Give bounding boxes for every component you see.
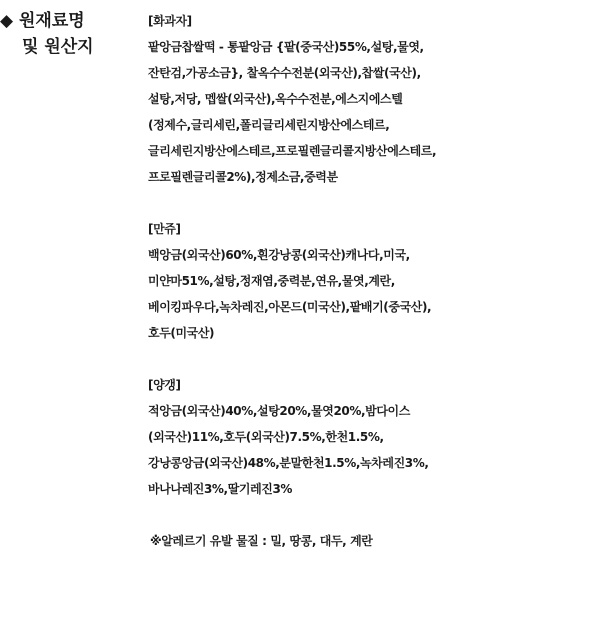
section-heading: [양갱] <box>148 378 181 392</box>
section-yanggaeng <box>148 372 606 502</box>
section-hwagwaja <box>148 8 606 190</box>
ingredients-content <box>148 8 606 554</box>
ingredient-line: 베이킹파우다,녹차레진,아몬드(미국산),팥배기(중국산), <box>148 300 432 314</box>
ingredient-line: 프로필렌글리콜2%),정제소금,중력분 <box>148 170 338 184</box>
section-manju <box>148 216 606 346</box>
ingredient-line: 미얀마51%,설탕,정재염,중력분,연유,물엿,계란, <box>148 274 395 288</box>
ingredient-line: (외국산)11%,호두(외국산)7.5%,한천1.5%, <box>148 430 384 444</box>
ingredient-line: 글리세린지방산에스테르,프로필렌글리콜지방산에스테르, <box>148 144 437 158</box>
label-text-1: 원재료명 <box>19 11 85 31</box>
ingredient-line: 적앙금(외국산)40%,설탕20%,물엿20%,밤다이스 <box>148 404 410 418</box>
ingredient-line: (정제수,글리세린,폴리글리세린지방산에스테르, <box>148 118 390 132</box>
ingredient-line: 바나나레진3%,딸기레진3% <box>148 482 293 496</box>
section-heading: [화과자] <box>148 14 192 28</box>
label-line-2: 및 원산지 <box>22 37 94 57</box>
diamond-bullet-icon: ◆ <box>0 11 14 31</box>
field-label <box>0 8 140 60</box>
ingredient-line: 강낭콩앙금(외국산)48%,분말한천1.5%,녹차레진3%, <box>148 456 429 470</box>
allergy-note: ※알레르기 유발 물질 : 밀, 땅콩, 대두, 계란 <box>150 534 373 548</box>
ingredient-line: 설탕,저당, 멥쌀(외국산),옥수수전분,에스지에스텔 <box>148 92 403 106</box>
label-line-1 <box>0 8 140 34</box>
ingredient-line: 잔탄검,가공소금}, 찰옥수수전분(외국산),찹쌀(국산), <box>148 66 421 80</box>
ingredient-line: 백앙금(외국산)60%,흰강낭콩(외국산)캐나다,미국, <box>148 248 410 262</box>
section-heading: [만쥬] <box>148 222 181 236</box>
ingredient-line: 호두(미국산) <box>148 326 215 340</box>
ingredient-line: 팥앙금찹쌀떡 - 통팥앙금 {팥(중국산)55%,설탕,물엿, <box>148 40 424 54</box>
